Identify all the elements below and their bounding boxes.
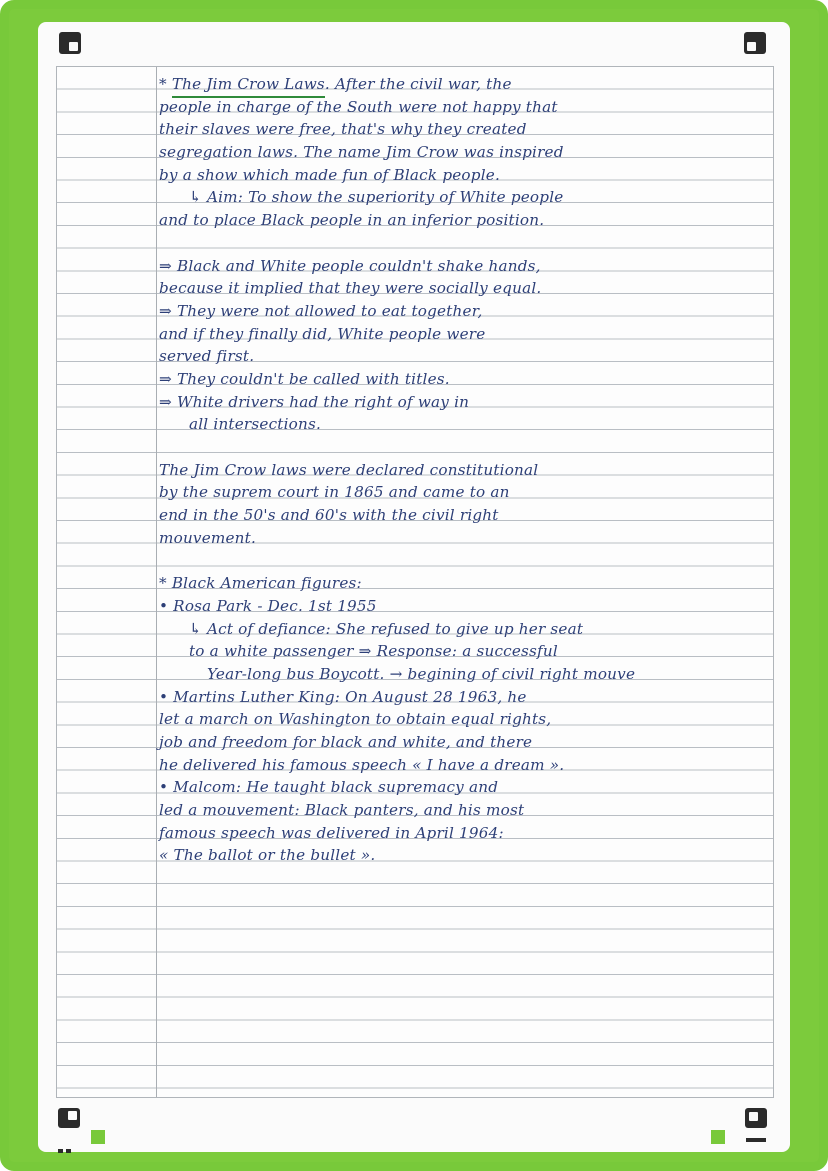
note-line: let a march on Washington to obtain equal rights,	[159, 710, 552, 729]
lined-paper	[56, 66, 774, 1098]
note-line: • Martins Luther King: On August 28 1963, he	[159, 687, 527, 706]
note-line: job and freedom for black and white, and there	[159, 732, 533, 751]
title-line-rest: . After the civil war, the	[324, 75, 512, 93]
corner-mark-bottom-left-icon	[58, 1108, 80, 1128]
note-line-title	[159, 73, 771, 96]
note-line: served first.	[159, 347, 255, 366]
note-line: ⇒ They were not allowed to eat together,	[159, 301, 483, 320]
note-line: by a show which made fun of Black people.	[159, 165, 500, 184]
bottom-left-dashes-icon	[58, 1138, 80, 1142]
handwritten-notes	[159, 73, 771, 867]
corner-mark-top-left-icon	[59, 32, 81, 54]
note-line: The Jim Crow laws were declared constitutional	[159, 460, 539, 479]
note-line: and if they finally did, White people were	[159, 324, 486, 343]
note-line: • Malcom: He taught black supremacy and	[159, 778, 499, 797]
blank-line	[159, 549, 771, 572]
corner-mark-bottom-right-icon	[745, 1108, 767, 1128]
blank-line	[159, 232, 771, 255]
section-title: The Jim Crow Laws	[172, 73, 325, 98]
margin-line	[156, 67, 157, 1097]
note-line: because it implied that they were socially equal.	[159, 279, 542, 298]
note-line: led a mouvement: Black panters, and his most	[159, 801, 525, 819]
note-line: famous speech was delivered in April 1964:	[159, 823, 504, 842]
note-line: • Rosa Park - Dec. 1st 1955	[159, 596, 377, 615]
note-line: and to place Black people in an inferior position.	[159, 211, 545, 230]
note-line: to a white passenger ⇒ Response: a successful	[189, 642, 558, 661]
note-line: segregation laws. The name Jim Crow was inspired	[159, 143, 564, 162]
green-square-left-icon	[91, 1130, 105, 1144]
note-line: Year-long bus Boycott. → begining of civil right mouve	[207, 664, 636, 683]
bottom-right-bar-icon	[746, 1138, 766, 1142]
title-bullet: *	[159, 75, 172, 93]
note-line: ⇒ White drivers had the right of way in	[159, 392, 470, 411]
note-line: mouvement.	[159, 528, 256, 547]
note-line: ↳ Aim: To show the superiority of White people	[189, 188, 564, 207]
note-line: ↳ Act of defiance: She refused to give up her seat	[189, 619, 584, 638]
note-line: ⇒ Black and White people couldn't shake hands,	[159, 256, 541, 275]
note-line: people in charge of the South were not happy that	[159, 97, 558, 116]
note-line: by the suprem court in 1865 and came to an	[159, 483, 510, 502]
note-line: * Black American figures:	[159, 574, 362, 593]
note-line: he delivered his famous speech « I have a dream ».	[159, 755, 565, 774]
note-line: end in the 50's and 60's with the civil right	[159, 506, 499, 525]
blank-line	[159, 436, 771, 459]
note-line: all intersections.	[189, 415, 321, 434]
note-line: « The ballot or the bullet ».	[159, 846, 376, 865]
corner-mark-top-right-icon	[744, 32, 766, 54]
green-square-right-icon	[711, 1130, 725, 1144]
note-line: ⇒ They couldn't be called with titles.	[159, 369, 450, 388]
note-line: their slaves were free, that's why they created	[159, 120, 527, 139]
